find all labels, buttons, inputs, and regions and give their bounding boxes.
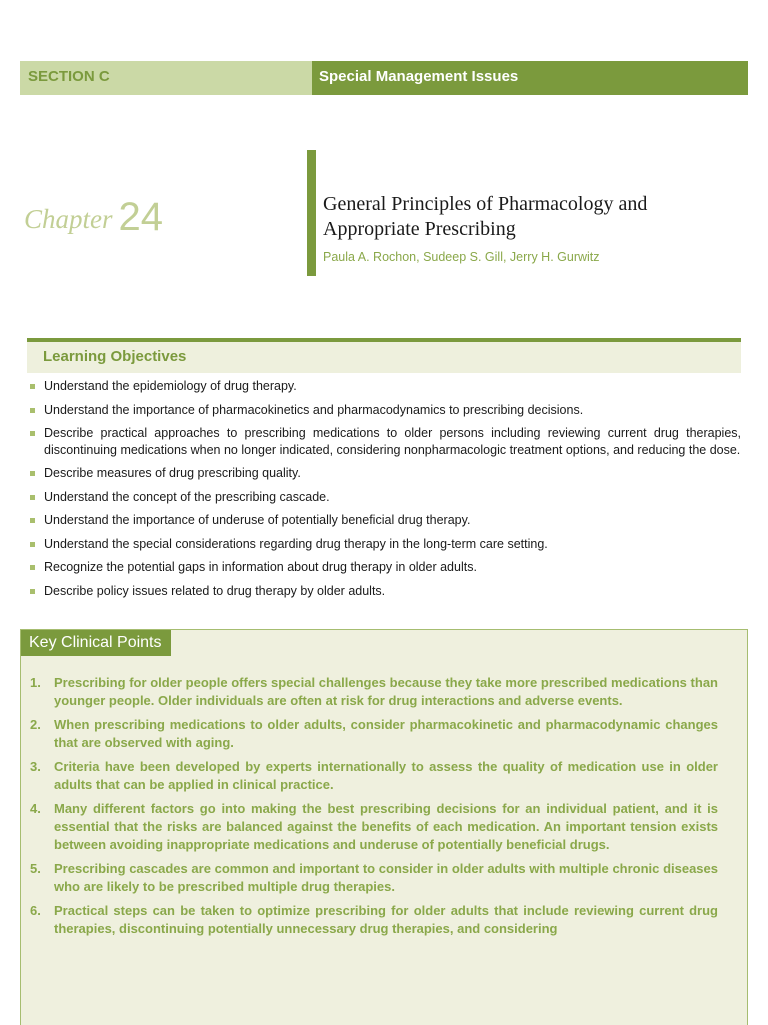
learning-objective-text: Understand the importance of pharmacokinetics and pharmacodynamics to prescribing decisions. xyxy=(44,402,584,417)
key-clinical-points-panel xyxy=(20,629,748,1025)
bullet-square-icon xyxy=(30,542,35,547)
key-point-text: Criteria have been developed by experts internationally to assess the quality of medication use in older adults that can be applied in clinical practice. xyxy=(54,759,718,792)
chapter-label xyxy=(24,193,163,238)
learning-objective-item xyxy=(29,536,741,553)
key-point-number: 6. xyxy=(30,903,41,918)
chapter-title: General Principles of Pharmacology and Appropriate Prescribing xyxy=(323,193,648,240)
key-clinical-points-tab xyxy=(21,630,171,656)
key-point-number: 5. xyxy=(30,861,41,876)
key-point-text: Many different factors go into making the best prescribing decisions for an individual patient, and it is essential that the risks are balanced against the benefits of each medication. An important tension exists between avoiding inappropriate medications and underuse of potentially beneficial drugs. xyxy=(54,801,718,852)
learning-objective-text: Recognize the potential gaps in information about drug therapy in older adults. xyxy=(44,560,477,574)
learning-objective-text: Understand the importance of underuse of potentially beneficial drug therapy. xyxy=(44,513,471,527)
key-clinical-points-list xyxy=(30,674,718,944)
bullet-square-icon xyxy=(30,431,35,436)
section-label-box xyxy=(20,61,312,95)
learning-objective-item xyxy=(29,425,741,458)
chapter-word: Chapter xyxy=(24,204,113,234)
key-point-number: 3. xyxy=(30,759,41,774)
learning-objectives-heading: Learning Objectives xyxy=(43,348,187,365)
learning-objective-item xyxy=(29,559,741,576)
bullet-square-icon xyxy=(30,518,35,523)
key-point-item xyxy=(30,902,718,938)
learning-objective-text: Describe policy issues related to drug therapy by older adults. xyxy=(44,583,386,598)
key-point-item xyxy=(30,800,718,854)
bullet-square-icon xyxy=(30,589,35,594)
chapter-authors: Paula A. Rochon, Sudeep S. Gill, Jerry H. Gurwitz xyxy=(323,250,600,264)
key-point-item xyxy=(30,860,718,896)
key-point-number: 2. xyxy=(30,717,41,732)
learning-objective-text: Understand the epidemiology of drug therapy. xyxy=(44,379,297,393)
section-header-bar xyxy=(20,61,748,95)
key-point-number: 1. xyxy=(30,675,41,690)
bullet-square-icon xyxy=(30,471,35,476)
key-point-item xyxy=(30,716,718,752)
key-point-text: Prescribing cascades are common and important to consider in older adults with multiple chronic diseases who are likely to be prescribed multiple drug therapies. xyxy=(54,861,718,894)
learning-objective-text: Understand the concept of the prescribing cascade. xyxy=(44,489,330,504)
learning-objective-text: Describe practical approaches to prescribing medications to older persons including reviewing current drug therapies, discontinuing medications when no longer indicated, considering nonpharmacologic treatment options, and reducing the dose. xyxy=(44,426,741,457)
learning-objective-item xyxy=(29,465,741,482)
learning-objective-item xyxy=(29,489,741,506)
bullet-square-icon xyxy=(30,565,35,570)
key-point-item xyxy=(30,758,718,794)
key-point-item xyxy=(30,674,718,710)
learning-objectives-list xyxy=(29,378,741,606)
chapter-number: 24 xyxy=(118,195,164,239)
chapter-divider xyxy=(307,150,316,276)
learning-objective-item xyxy=(29,402,741,419)
bullet-square-icon xyxy=(30,384,35,389)
learning-objective-text: Describe measures of drug prescribing quality. xyxy=(44,466,301,480)
key-point-text: Practical steps can be taken to optimize prescribing for older adults that include reviewing current drug therapies, discontinuing potentially unnecessary drug therapies, and considering xyxy=(54,903,718,936)
bullet-square-icon xyxy=(30,495,35,500)
learning-objective-text: Understand the special considerations regarding drug therapy in the long-term care setting. xyxy=(44,536,548,551)
key-clinical-points-heading: Key Clinical Points xyxy=(29,634,162,651)
learning-objective-item xyxy=(29,512,741,529)
key-point-number: 4. xyxy=(30,801,41,816)
key-point-text: When prescribing medications to older adults, consider pharmacokinetic and pharmacodynamic changes that are observed with aging. xyxy=(54,717,718,750)
section-title-box xyxy=(312,61,748,95)
bullet-square-icon xyxy=(30,408,35,413)
learning-objectives-header xyxy=(27,342,741,373)
key-point-text: Prescribing for older people offers special challenges because they take more prescribed medications than younger people. Older individuals are often at risk for drug interactions and adverse events. xyxy=(54,675,718,708)
learning-objective-item xyxy=(29,583,741,600)
section-title: Special Management Issues xyxy=(319,68,519,85)
learning-objective-item xyxy=(29,378,741,395)
section-label: SECTION C xyxy=(28,68,110,85)
